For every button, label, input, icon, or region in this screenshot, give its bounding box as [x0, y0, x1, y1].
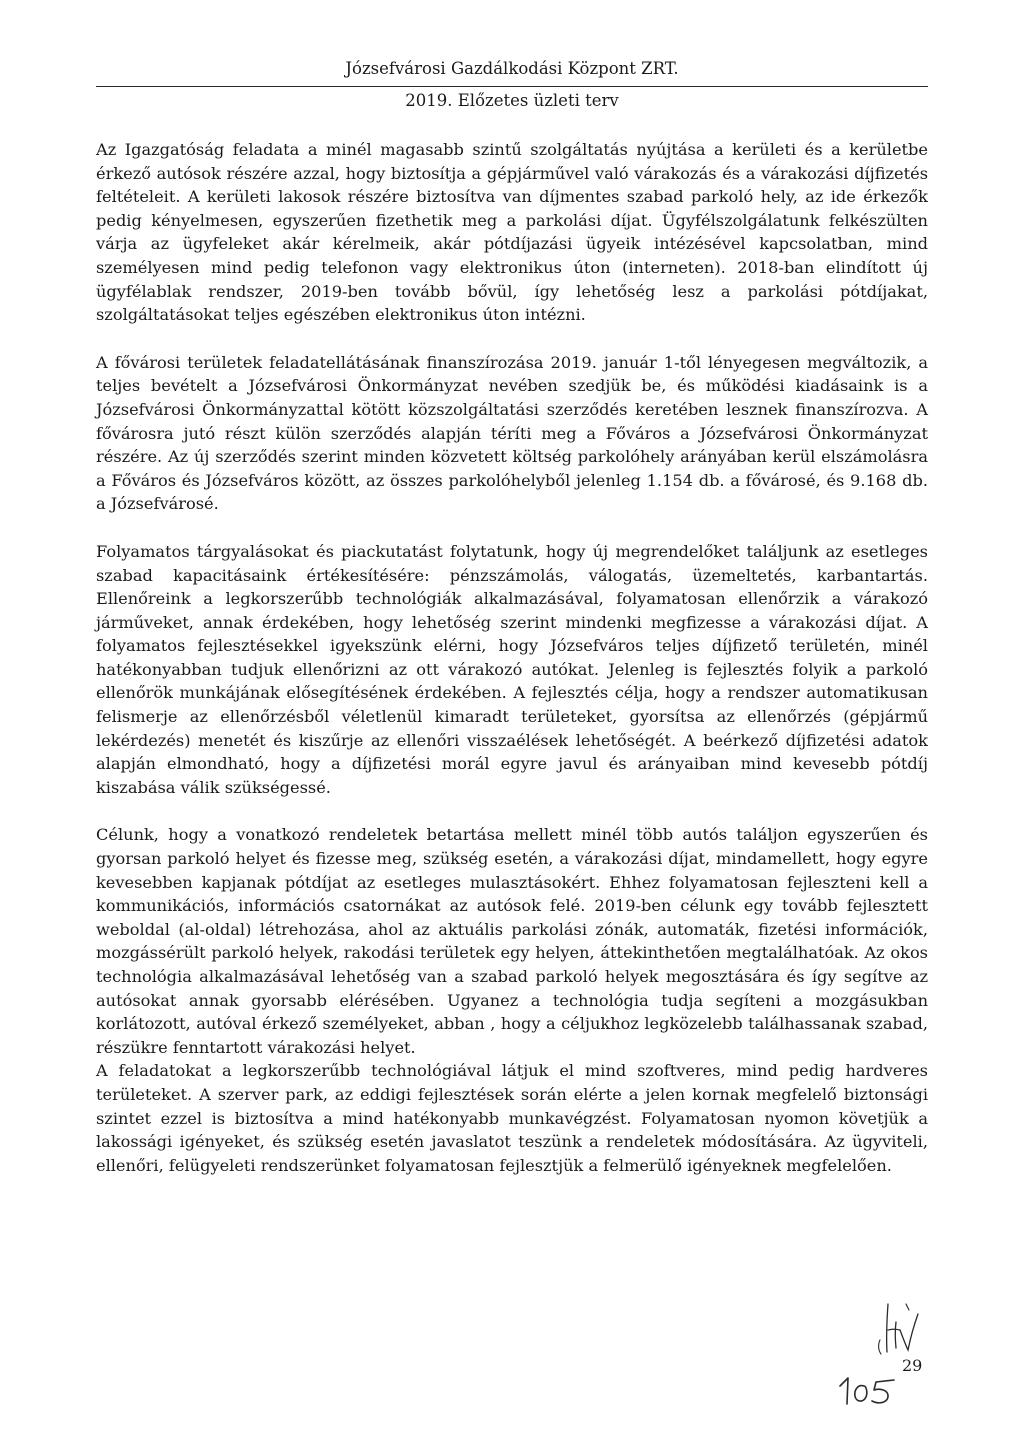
paragraph-financing: A fővárosi területek feladatellátásának finanszírozása 2019. január 1-től lényegesen megváltozik, a teljes bevételt a Józsefvárosi Önkormányzat nevében szedjük be, és működési kiadásaink is a Józsefvárosi Önkormányzattal kötött közszolgáltatási szerződés keretében lesznek finanszírozva. A fővárosra jutó részt külön szerződés alapján téríti meg a Főváros a Józsefvárosi Önkormányzat részére. Az új szerződés szerint minden közvetett költség parkolóhely arányában kerül elszámolásra a Főváros és Józsefváros között, az összes parkolóhelyből jelenleg 1.154 db. a fővárosé, és 9.168 db. a Józsefvárosé. [96, 352, 928, 514]
paragraph-technology: A feladatokat a legkorszerűbb technológiával látjuk el mind szoftveres, mind pedig hardveres területeket. A szerver park, az eddigi fejlesztések során elérte a jelen kornak megfelelő biztonsági szintet ezzel is biztosítva a mind hatékonyabb munkavégzést. Folyamatosan nyomon követjük a lakossági igényeket, és szükség esetén javaslatot teszünk a rendeletek módosítására. Az ügyviteli, ellenőri, felügyeleti rendszerünket folyamatosan fejlesztjük a felmerülő igényeknek megfelelően. [96, 1061, 928, 1175]
handwritten-page-number [836, 1368, 902, 1410]
paragraph-market-research: Folyamatos tárgyalásokat és piackutatást folytatunk, hogy új megrendelőket találjunk az esetleges szabad kapacitásaink értékesítésére: pénzszámolás, válogatás, üzemeltetés, karbantartás. Ellenőreink a legkorszerűbb technológiák alkalmazásával, folyamatosan ellenőrzik a várakozó járműveket, annak érdekében, hogy lehetőség szerint mindenki megfizesse a várakozási díjat. A folyamatos fejlesztésekkel igyekszünk elérni, hogy Józsefváros teljes díjfizető területén, minél hatékonyabban tudjuk ellenőrizni az ott várakozó autókat. Jelenleg is fejlesztés folyik a parkoló ellenőrök munkájának elősegítésének érdekében. A fejlesztés célja, hogy a rendszer automatikusan felismerje az ellenőrzésből véletlenül kimaradt területeket, gyorsítsa az ellenőrzés (gépjármű lekérdezés) menetét és kiszűrje az ellenőri visszaélések lehetőségét. A beérkező díjfizetési adatok alapján elmondható, hogy a díjfizetési morál egyre javul és arányaiban mind kevesebb pótdíj kiszabása válik szükségessé. [96, 541, 928, 797]
paragraph-goals: Célunk, hogy a vonatkozó rendeletek betartása mellett minél több autós találjon egyszerűen és gyorsan parkoló helyet és fizesse meg, szükség esetén, a várakozási díjat, mindamellett, hogy egyre kevesebben kapjanak pótdíjat az esetleges mulasztásokért. Ehhez folyamatosan fejleszteni kell a kommunikációs, információs csatornákat az autósok felé. 2019-ben célunk egy tovább fejlesztett weboldal (al-oldal) létrehozása, ahol az aktuális parkolási zónák, automaták, fizetési információk, mozgássérült parkoló helyek, rakodási területek egy helyen, áttekinthetően megtalálhatóak. Az okos technológia alkalmazásával lehetőség van a szabad parkoló helyek megosztására és így segítve az autósokat annak gyorsabb elérésében. Ugyanez a technológia tudja segíteni a mozgásukban korlátozott, autóval érkező személyeket, abban , hogy a céljukhoz legközelebb találhassanak szabad, részükre fenntartott várakozási helyet. [96, 825, 928, 1057]
paragraph-directorate-tasks: Az Igazgatóság feladata a minél magasabb szintű szolgáltatás nyújtása a kerületi és a kerületbe érkező autósok részére azzal, hogy biztosítja a gépjárművel való várakozás és a várakozási díjfizetés feltételeit. A kerületi lakosok részére biztosítva van díjmentes szabad parkoló hely, az ide érkezők pedig kényelmesen, egyszerűen fizethetik meg a parkolási díjat. Ügyfélszolgálatunk felkészülten várja az ügyfeleket akár kérelmeik, akár pótdíjazási ügyeik intézésével kapcsolatban, mind személyesen mind pedig telefonon vagy elektronikus úton (interneten). 2018-ban elindított új ügyfélablak rendszer, 2019-ben tovább bővül, így lehetőség lesz a parkolási pótdíjakat, szolgáltatásokat teljes egészében elektronikus úton intézni. [96, 140, 928, 325]
page-header [96, 58, 928, 112]
page-number: 29 [902, 1356, 923, 1375]
document-body [96, 138, 928, 1177]
document-title: 2019. Előzetes üzleti terv [405, 91, 619, 110]
handwritten-signature [866, 1300, 926, 1360]
header-divider [96, 86, 928, 87]
company-name: Józsefvárosi Gazdálkodási Központ ZRT. [345, 59, 679, 78]
